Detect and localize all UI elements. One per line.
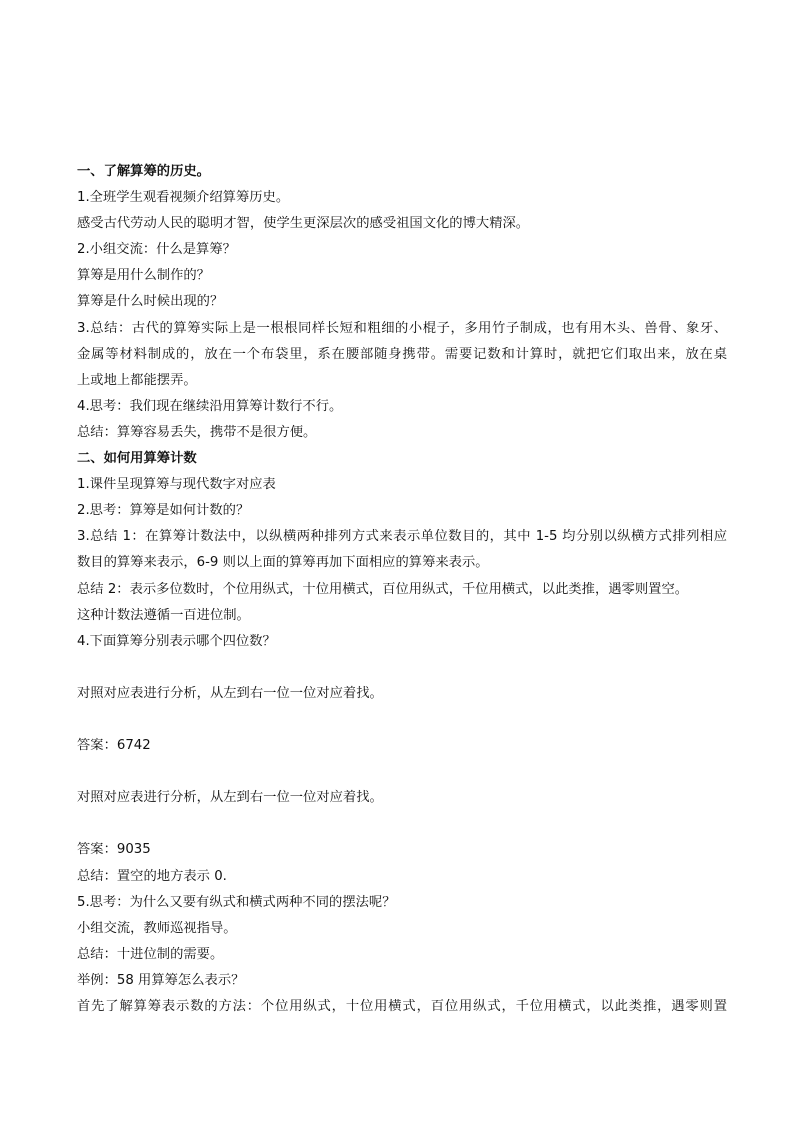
- text-line: 对照对应表进行分析，从左到右一位一位对应着找。: [77, 790, 383, 806]
- text-line: 这种计数法遵循一百进位制。: [77, 607, 250, 623]
- text-line: 数目的算筹来表示，6-9 则以上面的算筹再加下面相应的算筹来表示。: [77, 555, 489, 571]
- text-line: 算筹是什么时候出现的？: [77, 294, 224, 310]
- text-line: 总结：置空的地方表示 0.: [77, 868, 227, 884]
- text-line: 答案：9035: [77, 842, 151, 858]
- text-line: 对照对应表进行分析，从左到右一位一位对应着找。: [77, 685, 383, 701]
- text-line: 金属等材料制成的，放在一个布袋里，系在腰部随身携带。需要记数和计算时，就把它们取出来，放在桌: [77, 346, 727, 362]
- section-heading: 一、了解算筹的历史。: [77, 164, 210, 179]
- text-line: 4.思考：我们现在继续沿用算筹计数行不行。: [77, 398, 343, 414]
- text-line: 1.课件呈现算筹与现代数字对应表: [77, 477, 276, 493]
- blank-line: [77, 759, 727, 785]
- text-line: 总结：十进位制的需要。: [77, 946, 224, 962]
- text-line: 3.总结：古代的算筹实际上是一根根同样长短和粗细的小棍子，多用竹子制成，也有用木头、兽骨、象牙、: [77, 320, 727, 336]
- text-line: 答案：6742: [77, 738, 151, 754]
- text-line: 1.全班学生观看视频介绍算筹历史。: [77, 190, 290, 206]
- text-line: 2.小组交流：什么是算筹？: [77, 242, 236, 258]
- text-line: 4.下面算筹分别表示哪个四位数？: [77, 633, 276, 649]
- text-line: 算筹是用什么制作的？: [77, 268, 210, 284]
- text-line: 总结 2：表示多位数时，个位用纵式，十位用横式，百位用纵式，千位用横式，以此类推，遇零则置空。: [77, 581, 689, 597]
- text-line: 首先了解算筹表示数的方法：个位用纵式，十位用横式，百位用纵式，千位用横式，以此类推，遇零则置: [77, 999, 727, 1014]
- text-line: 3.总结 1：在算筹计数法中，以纵横两种排列方式来表示单位数目的，其中 1-5 均分别以纵横方式排列相应: [77, 529, 727, 545]
- document-body: [77, 159, 727, 1020]
- text-line: 感受古代劳动人民的聪明才智，使学生更深层次的感受祖国文化的博大精深。: [77, 216, 530, 232]
- blank-line: [77, 655, 727, 681]
- text-line: 上或地上都能摆弄。: [77, 372, 197, 388]
- text-line: 2.思考：算筹是如何计数的？: [77, 503, 250, 519]
- blank-line: [77, 707, 727, 733]
- text-line: 小组交流，教师巡视指导。: [77, 920, 237, 936]
- section-heading: 二、如何用算筹计数: [77, 451, 197, 467]
- blank-line: [77, 811, 727, 837]
- text-line: 5.思考：为什么又要有纵式和横式两种不同的摆法呢？: [77, 894, 396, 910]
- text-line: 总结：算筹容易丢失，携带不是很方便。: [77, 424, 317, 440]
- text-line: 举例：58 用算筹怎么表示？: [77, 972, 245, 988]
